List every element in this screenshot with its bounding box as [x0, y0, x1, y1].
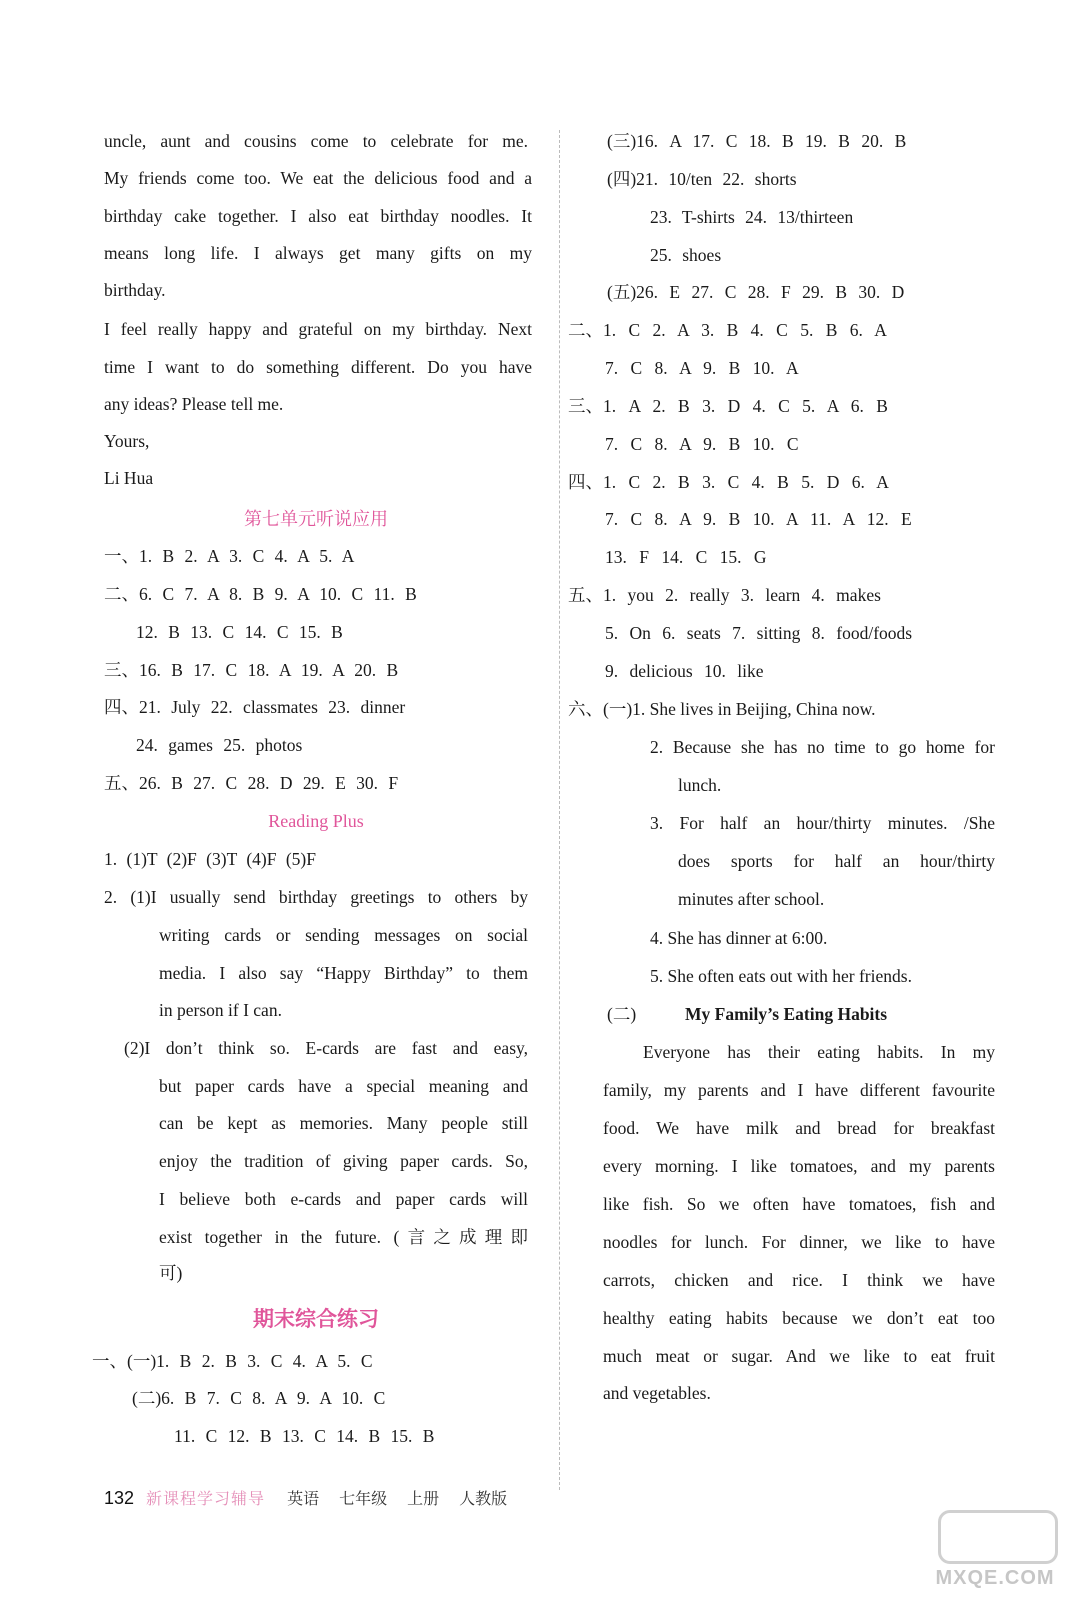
letter-closing: Yours,: [104, 431, 150, 451]
answer-line: 7. C 8. A 9. B 10. C: [605, 434, 799, 454]
answer-line: 13. F 14. C 15. G: [605, 547, 767, 567]
reading-answer-line: (2)I don’t think so. E-cards are fast and easy,: [124, 1038, 528, 1058]
reading-answer-line: but paper cards have a special meaning and: [159, 1076, 528, 1096]
letter-line: My friends come too. We eat the delicious food and a: [104, 168, 532, 188]
page-footer: [104, 1486, 523, 1509]
answer-line: 11. C 12. B 13. C 14. B 15. B: [174, 1426, 435, 1446]
watermark-logo-icon: [938, 1510, 1058, 1564]
answer-line: 四、1. C 2. B 3. C 4. B 5. D 6. A: [568, 472, 889, 492]
answer-line: 12. B 13. C 14. C 15. B: [136, 622, 343, 642]
letter-line: uncle, aunt and cousins come to celebrate for me.: [104, 131, 528, 151]
answer-line: 5. On 6. seats 7. sitting 8. food/foods: [605, 623, 913, 643]
watermark-text: MXQE.COM: [935, 1567, 1055, 1589]
answer-line: 二、1. C 2. A 3. B 4. C 5. B 6. A: [568, 320, 887, 340]
subject-label: 英语: [287, 1491, 320, 1508]
answer-line: (二)6. B 7. C 8. A 9. A 10. C: [132, 1388, 386, 1408]
essay-line: healthy eating habits because we don’t eat too: [603, 1308, 995, 1328]
reading-answer-line: media. I also say “Happy Birthday” to them: [159, 963, 528, 983]
essay-line: family, my parents and I have different favourite: [603, 1080, 995, 1100]
answer-line: 7. C 8. A 9. B 10. A: [605, 358, 799, 378]
page-number: 132: [104, 1488, 135, 1508]
essay-line: and vegetables.: [603, 1383, 711, 1403]
letter-line: birthday cake together. I also eat birthday noodles. It: [104, 206, 532, 226]
letter-signature: Li Hua: [104, 468, 154, 488]
answer-line: 24. games 25. photos: [136, 735, 303, 755]
answer-line: 二、6. C 7. A 8. B 9. A 10. C 11. B: [104, 584, 417, 604]
volume-label: 上册: [407, 1491, 440, 1508]
letter-line: means long life. I always get many gifts on my: [104, 243, 532, 263]
answer-line: 一、(一)1. B 2. B 3. C 4. A 5. C: [92, 1351, 373, 1371]
answer-line: 3. For half an hour/thirty minutes. /She: [650, 813, 995, 833]
reading-answer-line: enjoy the tradition of giving paper cards. So,: [159, 1151, 528, 1171]
answer-line: 23. T-shirts 24. 13/thirteen: [650, 207, 854, 227]
answer-line: lunch.: [678, 775, 722, 795]
essay-title: My Family’s Eating Habits: [685, 1004, 888, 1024]
answer-line: 25. shoes: [650, 245, 722, 265]
essay-line: like fish. So we often have tomatoes, fish and: [603, 1194, 995, 1214]
answer-line: 2. Because she has no time to go home for: [650, 737, 995, 757]
answer-line: 五、1. you 2. really 3. learn 4. makes: [568, 585, 881, 605]
answer-line: 7. C 8. A 9. B 10. A 11. A 12. E: [605, 509, 912, 529]
answer-line: does sports for half an hour/thirty: [678, 851, 995, 871]
reading-answer-line: I believe both e-cards and paper cards will: [159, 1189, 528, 1209]
essay-line: much meat or sugar. And we like to eat fruit: [603, 1346, 995, 1366]
reading-answer-line: 可): [159, 1263, 183, 1283]
answer-line: 三、1. A 2. B 3. D 4. C 5. A 6. B: [568, 396, 888, 416]
essay-label: (二): [607, 1004, 637, 1024]
final-review-heading: 期末综合练习: [253, 1307, 379, 1331]
answer-line: (五)26. E 27. C 28. F 29. B 30. D: [607, 282, 905, 302]
series-name: 新课程学习辅导: [146, 1491, 266, 1508]
answer-line: 六、(一)1. She lives in Beijing, China now.: [568, 699, 876, 719]
reading-answer-line: writing cards or sending messages on social: [159, 925, 528, 945]
letter-line: I feel really happy and grateful on my birthday. Next: [104, 319, 532, 339]
reading-plus-heading: Reading Plus: [268, 811, 364, 831]
answer-line: 一、1. B 2. A 3. C 4. A 5. A: [104, 546, 355, 566]
edition-label: 人教版: [459, 1491, 508, 1508]
answer-line: (四)21. 10/ten 22. shorts: [607, 169, 797, 189]
essay-line: Everyone has their eating habits. In my: [643, 1042, 995, 1062]
essay-line: food. We have milk and bread for breakfast: [603, 1118, 995, 1138]
reading-answer-line: exist together in the future. (言之成理即: [159, 1227, 528, 1247]
answer-line: 4. She has dinner at 6:00.: [650, 928, 828, 948]
reading-answer-line: 1. (1)T (2)F (3)T (4)F (5)F: [104, 849, 316, 869]
letter-line: any ideas? Please tell me.: [104, 394, 284, 414]
column-divider: [559, 130, 560, 1490]
answer-line: minutes after school.: [678, 889, 825, 909]
grade-label: 七年级: [339, 1491, 388, 1508]
answer-line: 四、21. July 22. classmates 23. dinner: [104, 697, 406, 717]
essay-line: noodles for lunch. For dinner, we like to have: [603, 1232, 995, 1252]
answer-line: 五、26. B 27. C 28. D 29. E 30. F: [104, 773, 399, 793]
watermark: [920, 1510, 1070, 1590]
reading-answer-line: can be kept as memories. Many people still: [159, 1113, 528, 1133]
reading-answer-line: 2. (1)I usually send birthday greetings to others by: [104, 887, 528, 907]
essay-line: carrots, chicken and rice. I think we have: [603, 1270, 995, 1290]
answer-line: 三、16. B 17. C 18. A 19. A 20. B: [104, 660, 399, 680]
reading-answer-line: in person if I can.: [159, 1000, 282, 1020]
answer-line: 9. delicious 10. like: [605, 661, 764, 681]
answer-line: 5. She often eats out with her friends.: [650, 966, 912, 986]
letter-line: birthday.: [104, 280, 166, 300]
answer-line: (三)16. A 17. C 18. B 19. B 20. B: [607, 131, 907, 151]
unit7-heading: 第七单元听说应用: [244, 509, 388, 529]
essay-line: every morning. I like tomatoes, and my parents: [603, 1156, 995, 1176]
letter-line: time I want to do something different. Do you have: [104, 357, 532, 377]
